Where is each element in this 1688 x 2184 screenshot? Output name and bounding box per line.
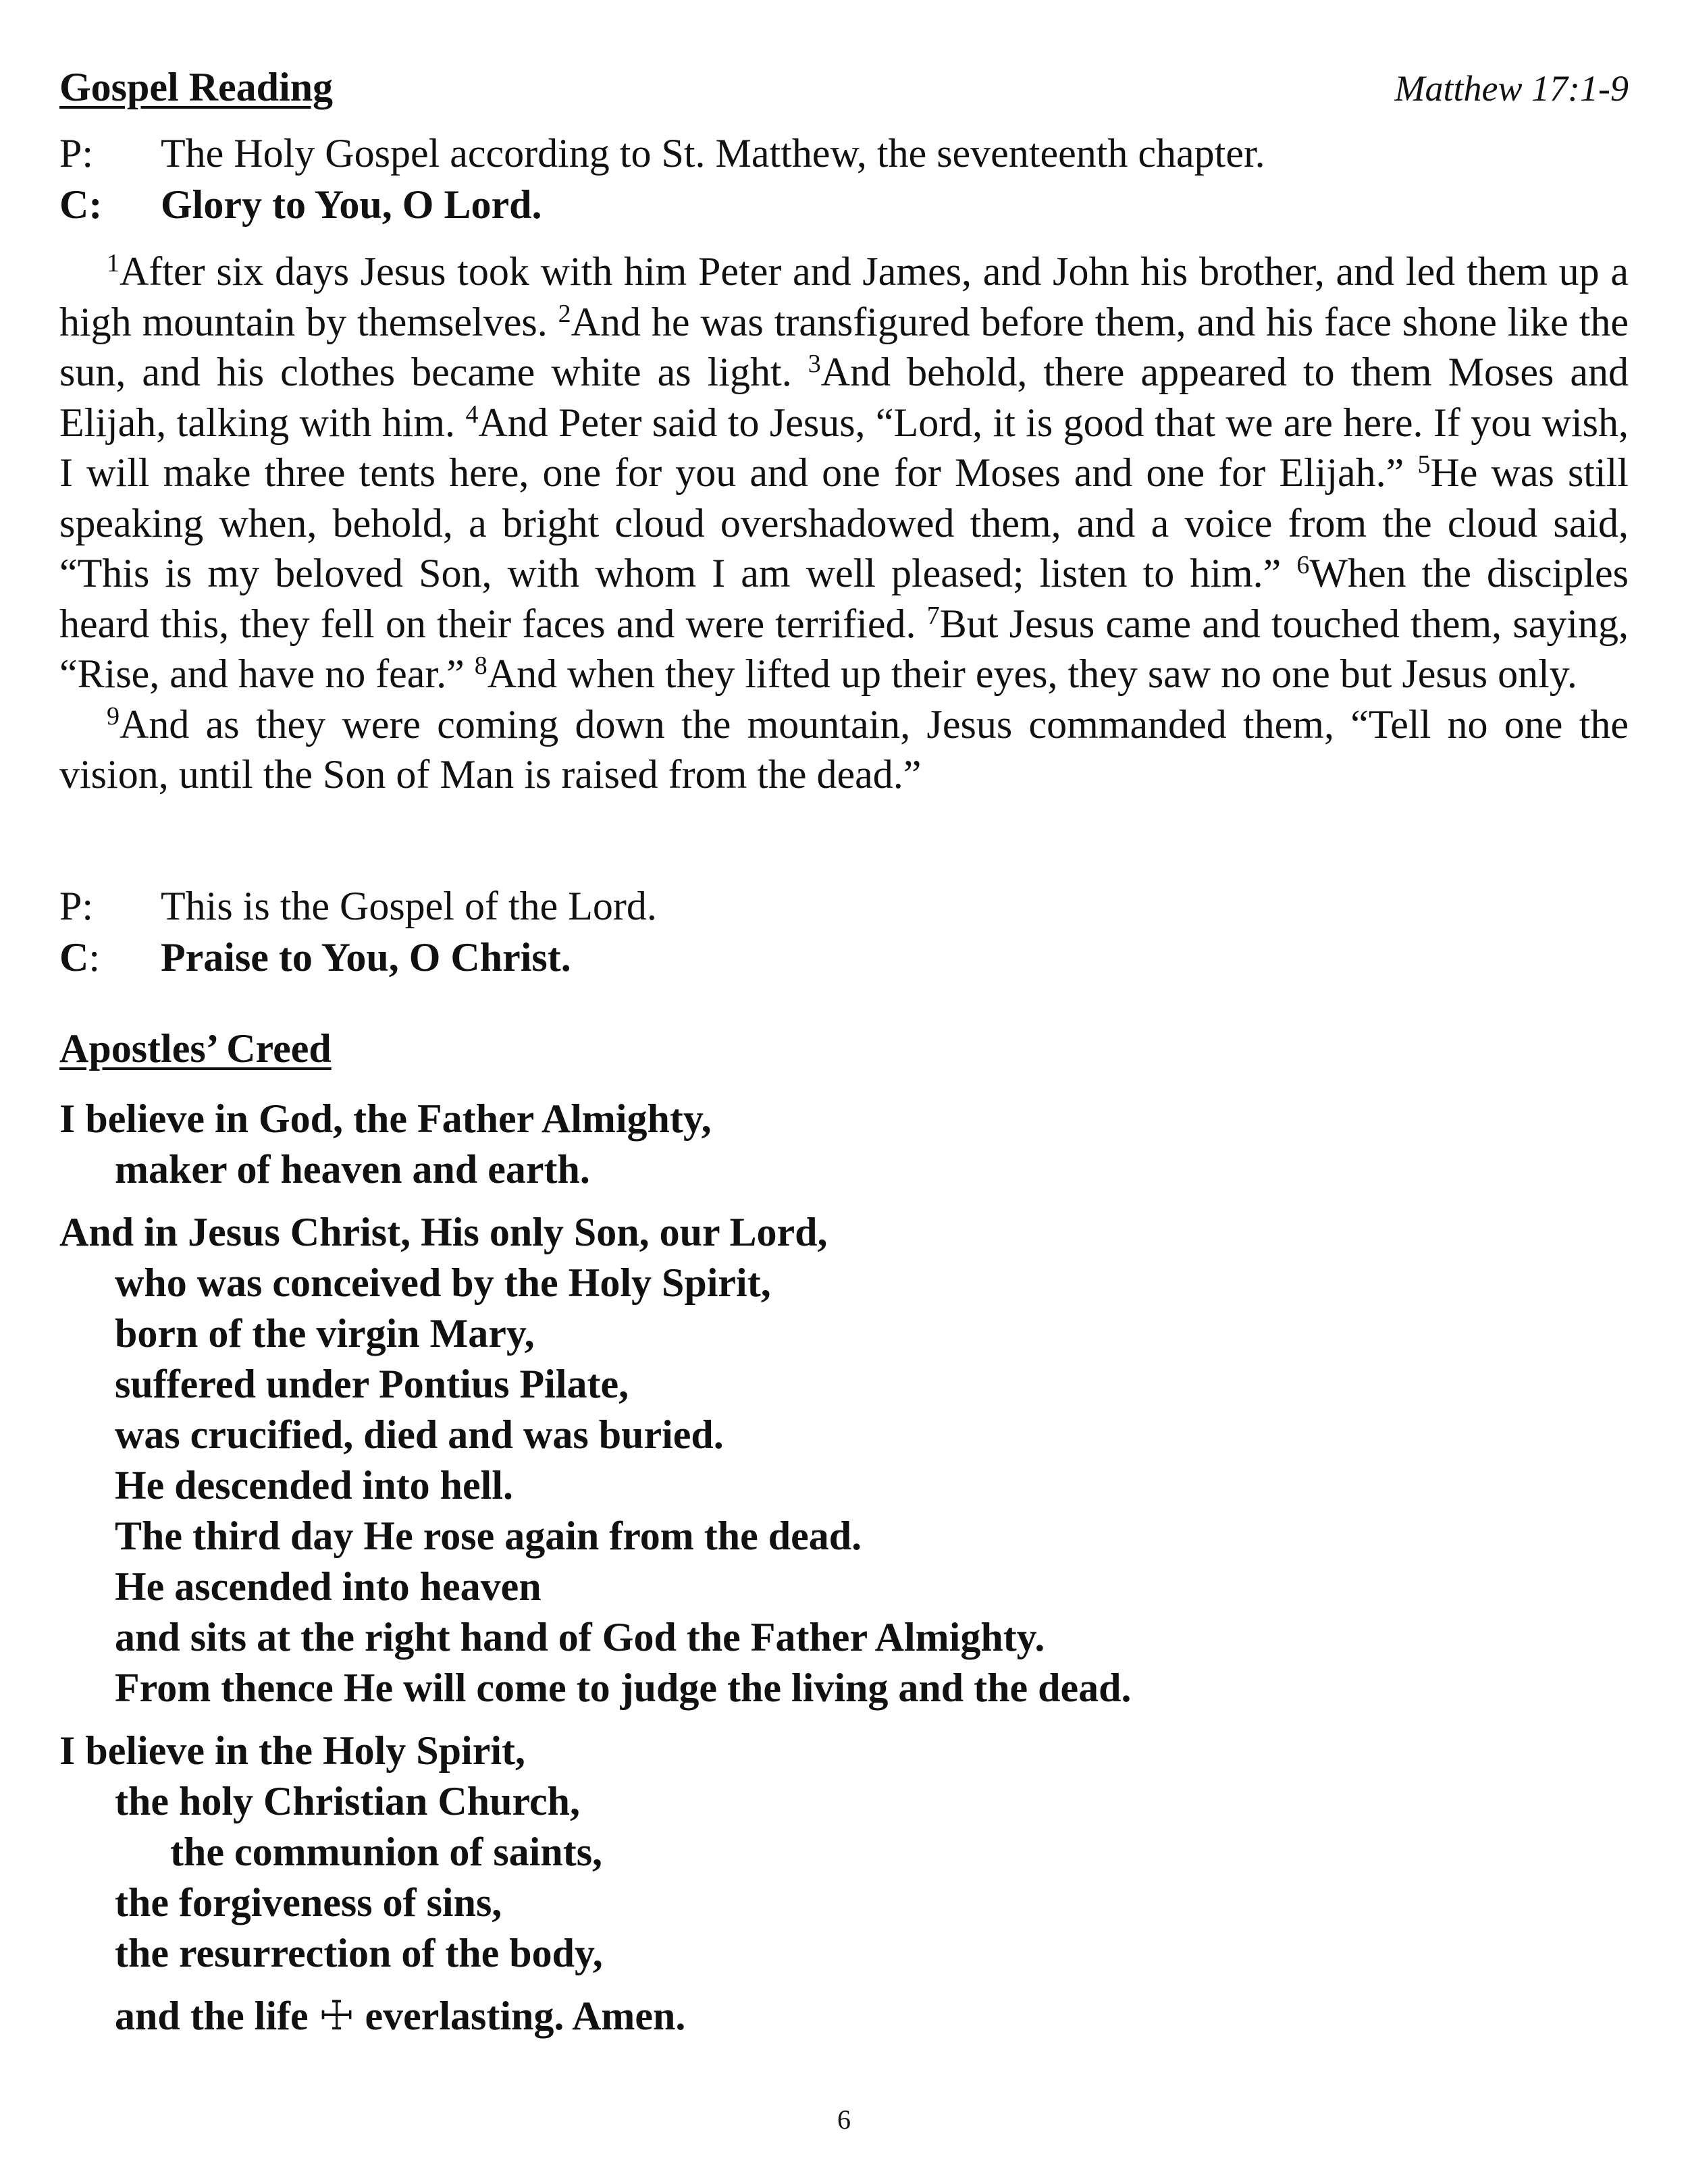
verse-text: And Peter said to Jesus, “Lord, it is good that we are here. If you wish, I will make three tents here, one for you and one for Moses and one for Elijah.” — [59, 400, 1629, 495]
verse-number: 6 — [1296, 551, 1310, 579]
congregation-closing-response — [59, 932, 1629, 982]
speaker-label: P: — [59, 884, 94, 928]
creed-line: and sits at the right hand of God the Father Almighty. — [115, 1615, 1045, 1659]
verse-text: And as they were coming down the mountain, Jesus commanded them, “Tell no one the vision, until the Son of Man is raised from the dead.” — [59, 701, 1629, 797]
verse-number: 1 — [107, 249, 120, 277]
creed-line: who was conceived by the Holy Spirit, — [115, 1260, 771, 1305]
gospel-reading-text — [59, 246, 1629, 800]
gospel-heading: Gospel Reading — [59, 65, 334, 109]
gospel-header — [59, 62, 1629, 113]
reading-paragraph — [59, 699, 1629, 800]
pastor-closing — [59, 881, 1629, 931]
page-number: 6 — [837, 2104, 851, 2135]
creed-line: the resurrection of the body, — [115, 1931, 603, 1975]
verse-text: And when they lifted up their eyes, they saw no one but Jesus only. — [487, 651, 1577, 696]
verse-number: 9 — [107, 701, 120, 730]
reading-paragraph — [59, 246, 1629, 699]
creed-last-line: and the life ☩ everlasting. Amen. — [59, 1991, 1629, 2042]
creed-line: I believe in God, the Father Almighty, — [59, 1096, 712, 1141]
pastor-intro — [59, 128, 1629, 178]
cross-icon: ☩ — [318, 1994, 355, 2038]
creed-stanzas — [59, 1094, 1629, 1979]
verse-text: He was still speaking when, behold, a bright cloud overshadowed them, and a voice from the cloud said, “This is my beloved Son, with whom I am well pleased; listen to him.” — [59, 450, 1629, 595]
verse-text: But Jesus came and touched them, saying, “Rise, and have no fear.” — [59, 601, 1629, 696]
congregation-closing-text: Praise to You, O Christ. — [161, 935, 571, 980]
creed-line: the holy Christian Church, — [115, 1779, 581, 1823]
verse-number: 2 — [558, 299, 571, 328]
creed-line: He descended into hell. — [115, 1463, 514, 1508]
speaker-label: P: — [59, 131, 94, 176]
creed-stanza — [59, 1207, 1629, 1713]
bulletin-page — [59, 0, 1629, 2184]
creed-line: From thence He will come to judge the living and the dead. — [115, 1666, 1132, 1710]
congregation-response — [59, 180, 1629, 230]
verse-text: And he was transfigured before them, and his face shone like the sun, and his clothes became white as light. — [59, 299, 1629, 394]
pastor-intro-text: The Holy Gospel according to St. Matthew, the seventeenth chapter. — [161, 131, 1265, 176]
verse-number: 8 — [474, 651, 487, 680]
pastor-closing-text: This is the Gospel of the Lord. — [161, 884, 657, 928]
creed-line: I believe in the Holy Spirit, — [59, 1728, 525, 1773]
creed-line: was crucified, died and was buried. — [115, 1412, 724, 1457]
verse-number: 5 — [1417, 450, 1431, 479]
verse-number: 3 — [808, 350, 821, 378]
creed-line: the forgiveness of sins, — [115, 1880, 502, 1925]
speaker-label: C: — [59, 935, 101, 980]
creed-line: And in Jesus Christ, His only Son, our Lord, — [59, 1210, 828, 1254]
scripture-reference: Matthew 17:1-9 — [1394, 68, 1629, 109]
creed-text — [59, 1094, 1629, 2042]
creed-line: The third day He rose again from the dead. — [115, 1514, 862, 1558]
creed-line: maker of heaven and earth. — [115, 1147, 590, 1192]
creed-line: suffered under Pontius Pilate, — [115, 1362, 629, 1406]
creed-heading: Apostles’ Creed — [59, 1026, 332, 1071]
verse-number: 4 — [465, 400, 479, 429]
verse-text: When the disciples heard this, they fell on their faces and were terrified. — [59, 551, 1629, 646]
creed-stanza — [59, 1094, 1629, 1195]
creed-line: He ascended into heaven — [115, 1564, 542, 1609]
creed-stanza — [59, 1726, 1629, 1979]
creed-line: born of the virgin Mary, — [115, 1311, 535, 1356]
congregation-response-text: Glory to You, O Lord. — [161, 182, 542, 227]
speaker-label: C: — [59, 182, 103, 227]
creed-line: the communion of saints, — [170, 1830, 603, 1874]
verse-text: And behold, there appeared to them Moses and Elijah, talking with him. — [59, 350, 1629, 445]
verse-text: After six days Jesus took with him Peter and James, and John his brother, and led them up a high mountain by themselves. — [59, 249, 1629, 344]
verse-number: 7 — [926, 601, 940, 630]
